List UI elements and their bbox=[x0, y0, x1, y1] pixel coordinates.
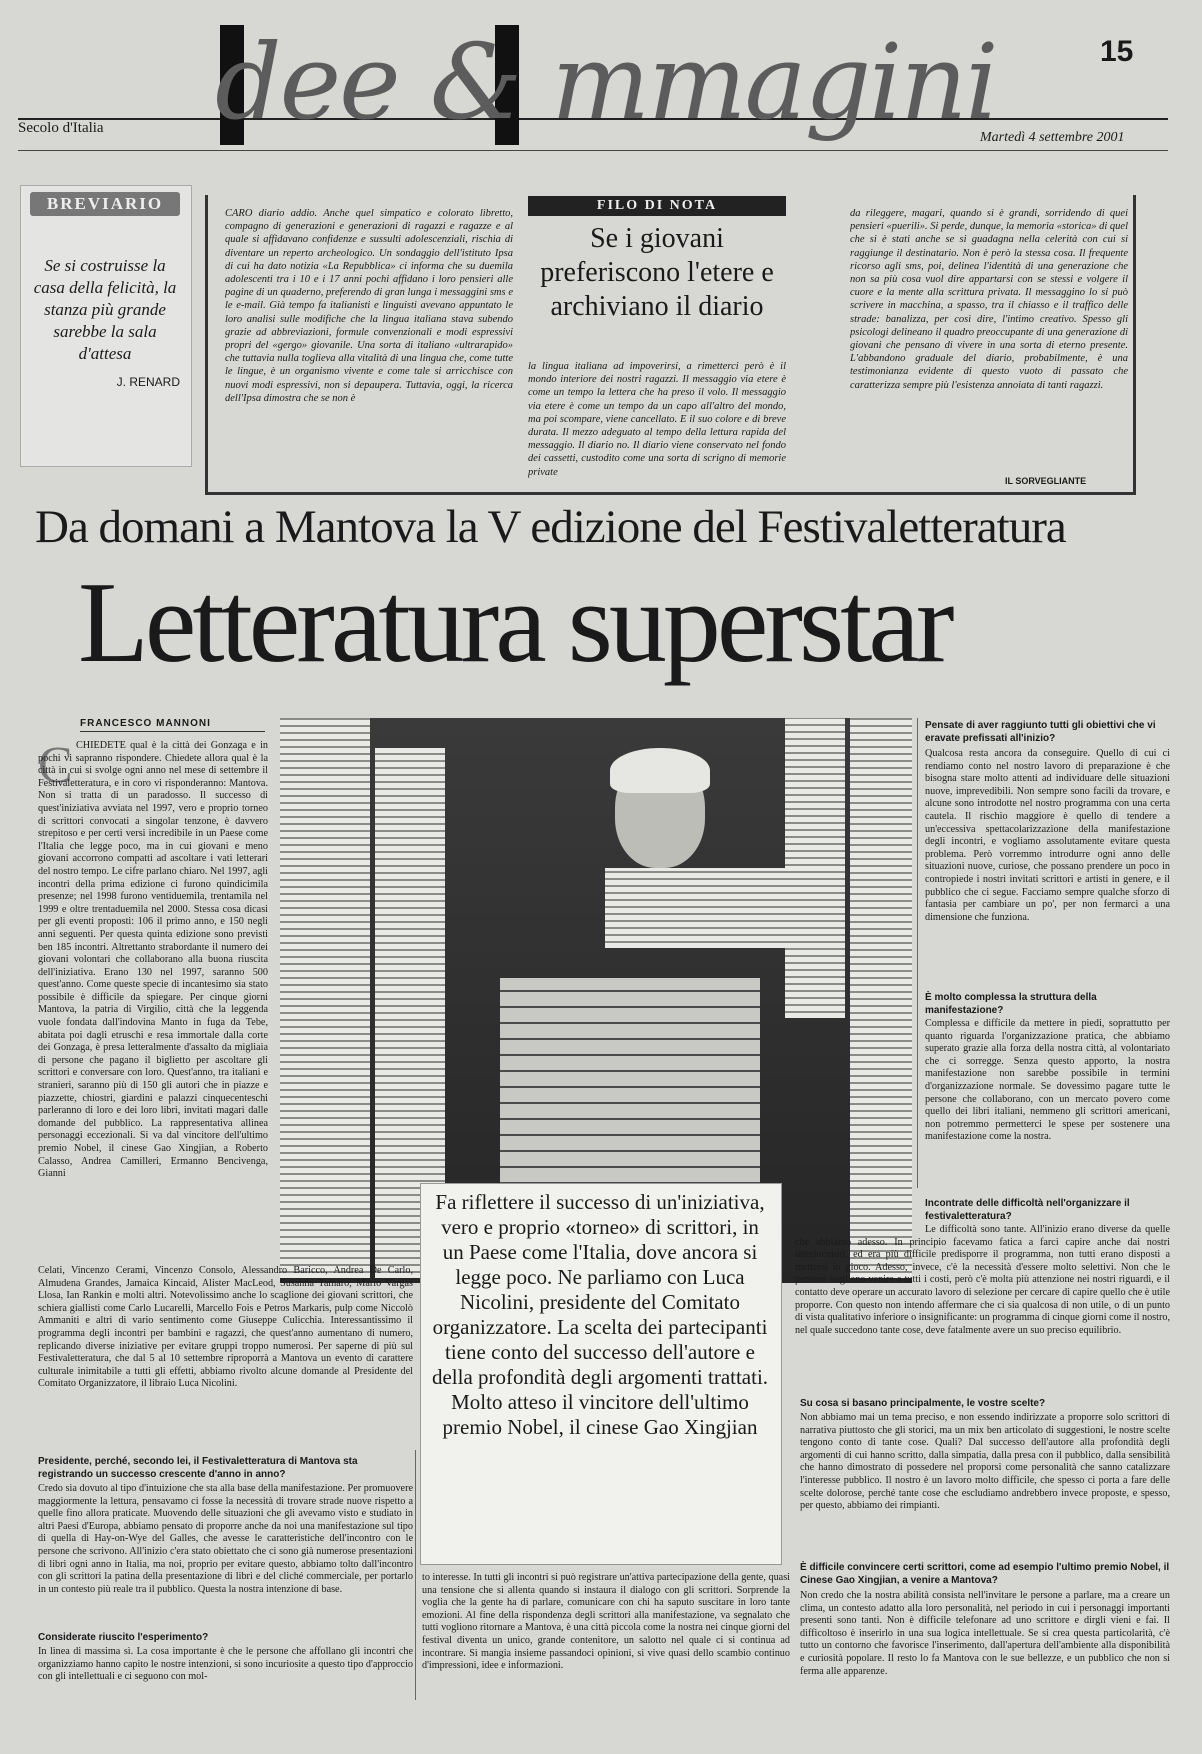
filo-column-1: CARO diario addio. Anche quel simpatico e colorato libretto, compagno di generazioni e generazioni di ragazzi e ragazze e al quale si affidavano confidenze e sussulti adolescenziali, rischia di diventare un reperto archeologico. Un sondaggio dell'istituto Ipsa di cui ha dato notizia «La Repubblica» ci informa che su duemila adolescenti tra i 10 e i 17 anni pochi affidano i loro pensieri alle pagine di un quaderno, preferendo di gran lunga i messaggini sms e le e-mail. Già tempo fa italianisti e linguisti avevano appuntato le loro analisi sulle modifiche che la lingua italiana stava subendo grazie ad abbreviazioni, formule convenzionali e modi espressivi propri del «gergo» giovanile. Una sorta di italiano «ultrarapido» che tuttavia nulla toglieva alla vitalità di una lingua che, come tutte le lingue, è un organismo vivente e come tale si arricchisce con nuovi modi espressivi, non si depaupera. Tuttavia, oggi, la ricerca dell'Ipsa dimostra che se non è bbox=[225, 208, 513, 404]
question-6: Su cosa si basano principalmente, le vostre scelte? bbox=[800, 1398, 1046, 1409]
column-rule bbox=[917, 718, 918, 1188]
byline-rule bbox=[80, 731, 265, 732]
filo-label: FILO DI NOTA bbox=[528, 196, 786, 216]
question-3: Pensate di aver raggiunto tutti gli obiettivi che vi eravate prefissati all'inizio? bbox=[925, 720, 1156, 744]
answer-2-continued: to interesse. In tutti gli incontri si può registrare un'attiva partecipazione della gente, quasi una tensione che si allenta quando si instaura il dialogo con gli scrittori. Sorprende la voglia che la gente ha di parlare, comunicare con chi ha saputo suscitare in loro tante emozioni. Al fine della rispondenza degli scrittori alla manifestazione, va segnalato che tutti vogliono ritornare a Mantova, è una città piccola come la nostra nei cinque giorni del festival diventa un unico, grande contenitore, un salotto nel quale ci si continua ad incontrare. Si mangia insieme passandoci opinioni, si vive quasi dello scambio continuo d'impressioni, idee e informazioni. bbox=[422, 1572, 790, 1672]
breviario-author: J. RENARD bbox=[116, 375, 180, 389]
person-hair bbox=[610, 748, 710, 793]
answer-4: Complessa e difficile da mettere in piedi, soprattutto per quanto riguarda l'organizzazione pratica, che abbiamo superato grazie alla forza della nostra città, al volontariato che ci sorregge. Senza questo apporto, la nostra manifestazione non sarebbe possibile in termini d'organizzazione normale. Se dovessimo pagare tutte le persone che collaborano, con un mercato povero come quello dei libri italiani, nemmeno gli scrittori americani, non potremmo permetterci le spese per sostenere una manifestazione come la nostra. bbox=[925, 1018, 1170, 1143]
article-intro-column: CHIEDETE qual è la città dei Gonzaga e in pochi vi sapranno rispondere. Chiedete allora qual è la città in cui si svolge ogni anno nel mese di settembre il Festivaletteratura, e in coro vi risponderanno: Mantova. Non si tratta di un paradosso. Il successo di quest'iniziativa avviata nel 1997, vero e proprio torneo di scrittori convocati a singolar tenzone, è davvero strepitoso e per certi versi incredibile in un Paese come l'Italia che legge poco, ma in cui giovani e meno giovani accorrono compatti ad ascoltare i vati letterari del nostro tempo. Le cifre parlano chiaro. Nel 1997, agli incontri della prima edizione ci furono quindicimila presenze; nel 1998 furono ventiduemila, trentamila nel 1999 e oltre trentaduemila nel 2000. Stessa cosa dicasi per gli eventi proposti: 106 il primo anno, e 150 negli anni seguenti. Per questa quinta edizione sono previsti ben 185 incontri. Altrettanto strabordante il numero dei giovani volontari che collaborano alla buona riuscita dell'iniziativa. Erano 130 nel 1997, saranno 500 quest'anno. Come queste specie di incantesimo sia stato possibile è difficile da spiegare. Per cinque giorni Mantova, la patria di Virgilio, città che la leggenda vuole fondata dall'indovina Manto in fuga da Tebe, abitata poi dagli etruschi e resa immortale dalla corte dei Gonzaga, è presa letteralmente d'assalto da migliaia di persone che pagano il biglietto per ascoltare gli scrittori e conversare con loro. Quest'anno, tra italiani e stranieri, saranno più di 150 gli autori che in piazze e piazzette, chiostri, giardini e palazzi cinquecenteschi parleranno di loro e dei loro libri, invitati magari dalle domande del pubblico. La rappresentativa allinea personaggi eccezionali. Si va dal vincitore dell'ultimo premio Nobel, il cinese Gao Xingjian, a Roberto Calasso, Andrea Camilleri, Ermanno Bencivenga, Gianni bbox=[38, 740, 268, 1180]
filo-column-2: la lingua italiana ad impoverirsi, a rimetterci però è il mondo interiore dei nostri ragazzi. Il messaggio via etere è come un tempo la lettera che ha preso il volo. Il messaggio via etere è come un tempo da un capo all'altro del mondo, ma poi scompare, viene cancellato. E il suo colore e di breve durata. Il mezzo adeguato al tempo della lettura rapida del messaggio. Il diario no. Il diario viene conservato nel fondo dei cassetti, custodito come una sorta di scrigno di memorie private bbox=[528, 361, 786, 478]
answer-1: Credo sia dovuto al tipo d'intuizione che sta alla base della manifestazione. Per promuovere maggiormente la lettura, pensavamo ci fosse la necessità di trovare strade nuove rispetto a quelle fino allora praticate. Muovendo delle situazioni che gli avevamo visto e studiato in altri Paesi d'Europa, abbiamo pensato di proporre anche da noi una manifestazione sul tipo di quella di Hay-on-Wye del Galles, che avesse le caratteristiche dell'incontro con le persone che scrivono. All'inizio c'era stato obiettato che ci sono già numerose presentazioni di libri ogni anno in Italia, ma noi, proprio per evitare questo, abbiamo tolto dall'incontro con gli scrittori la patina della presentazione di libri e del cliché commerciale, per portarlo in un contesto più reale tra il pubblico. Questa la nostra intenzione di base. bbox=[38, 1483, 413, 1595]
answer-5: Le difficoltà sono tante. All'inizio erano diverse da quelle che abbiamo adesso. In principio facevamo fatica a farci capire anche dai nostri interlocutori, ed era più difficile predisporre il programma, non tutti erano disposti a mettersi in gioco. Adesso, invece, c'è la necessità d'essere molto selettivi. Non che le persone vogliano venire a tutti i costi, però c'è molta più attenzione nei nostri riguardi, e il contatto deve operare un accurato lavoro di selezione per cercare di capire quello che è utile proporre. Con questo non intendo affermare che ci sia qualcosa di non utile, o di un punto di vista qualitativo inferiore o insignificante: un programma di cinque giorni come il nostro, nel quale succedono tante cose, deve fatalmente avere un suo preciso equilibrio. bbox=[795, 1224, 1170, 1336]
answer-3: Qualcosa resta ancora da conseguire. Quello di cui ci rendiamo conto nel nostro lavoro di preparazione è che bisogna stare molto attenti ad individuare delle situazioni nuove, imprevedibili. Non sempre sono facili da trovare, e alcune sono introdotte nel nostro programma con una certa cautela. Il rischio maggiore è quello di tendere a un'eccessiva spettacolarizzazione della manifestazione degli incontri, e vogliamo assolutamente evitare questa problema. Però vorremmo introdurre ogni anno delle situazioni nuove, curiose, che possano prendere un poco in contropiede i nostri invitati scrittori e artisti in genere, e il pubblico che ci segue. Facciamo sempre qualche sforzo di fantasia per cambiare un po', per non fermarci a una dimensione che funziona. bbox=[925, 748, 1170, 923]
breviario-title: BREVIARIO bbox=[30, 192, 180, 216]
answer-6: Non abbiamo mai un tema preciso, e non essendo indirizzate a proporre solo scrittori di narrativa piuttosto che gli storici, ma un mix ben articolato di suggestioni, le nostre scelte tengono conto di tante cose. Quali? Dal successo dell'autore alla profondità degli argomenti di cui hanno scritto, dalla simpatia, dalla presa con il pubblico, dalla sensibilità che hanno dimostrato di possedere nel proporsi come personalità che sanno catalizzare l'interesse pubblico. Il nostro è un lavoro molto difficile, che spesso ci porta a fare delle scelte dolorose, perché tante cose che escludiamo andrebbero invece proposte, e spesso, per questo, abbiamo dei rimpianti. bbox=[800, 1412, 1170, 1512]
question-5: Incontrate delle difficoltà nell'organizzare il festivaletteratura? bbox=[925, 1198, 1130, 1222]
header-rule-lower bbox=[18, 150, 1168, 151]
book-stack bbox=[785, 718, 845, 1018]
article-headline: Letteratura superstar bbox=[78, 559, 951, 687]
page-number: 15 bbox=[1100, 35, 1134, 68]
filo-bottom-rule bbox=[205, 492, 1136, 495]
question-1: Presidente, perché, secondo lei, il Festivaletteratura di Mantova sta registrando un successo crescente d'anno in anno? bbox=[38, 1456, 358, 1480]
question-4: È molto complessa la struttura della manifestazione? bbox=[925, 992, 1097, 1016]
filo-signature: IL SORVEGLIANTE bbox=[1005, 476, 1087, 486]
book-stack-held bbox=[605, 868, 785, 948]
answer-7: Non credo che la nostra abilità consista nell'invitare le persone a parlare, ma a creare un clima, un contesto adatto alla loro personalità, nel periodo in cui i personaggi importanti presenti sono tanti. Non è difficile telefonare ad uno scrittore e dirgli vieni e fai. Il difficoltoso è inserirlo in una sua logica intellettuale. Se si crea questa particolarità, c'è tutto un contorno che favorisce l'inserimento, dall'apertura dell'ambiente alla disponibilità e curiosità popolare. Il resto lo fa Mantova con le sue bellezze, e un pubblico che non si ferma alle apparenze. bbox=[800, 1590, 1170, 1677]
filo-headline: Se i giovani preferiscono l'etere e archiviano il diario bbox=[540, 223, 774, 322]
article-byline: FRANCESCO MANNONI bbox=[80, 718, 211, 729]
article-intro-continued: Celati, Vincenzo Cerami, Vincenzo Consolo, Alessandro Baricco, Andrea De Carlo, Almudena Grandes, Jamaica Kincaid, Alister MacLeod, Susanna Tamaro, Mario Vargas Llosa, Ian Rankin e molti altri. Notevolissimo anche lo scaglione dei giovani scrittori, che schiera giallisti come Carlo Lucarelli, Marcello Fois e Petros Markaris, pulp come Niccolò Ammaniti e altri di vario sentimento come Giuseppe Culicchia. Interessantissimo il programma degli incontri per bambini e ragazzi, che quest'anno aumentano di numero, replicando diverse iniziative per evitare gruppi troppo numerosi. Per saperne di più sul Festivaletteratura, che dal 5 al 10 settembre riproporrà a Mantova un evento di carattere culturale inimitabile a tutti gli effetti, abbiamo rivolto alcune domande al Presidente del Comitato Organizzatore, il libraio Luca Nicolini. bbox=[38, 1265, 413, 1390]
question-2: Considerate riuscito l'esperimento? bbox=[38, 1632, 209, 1643]
section-masthead: dee & mmagini bbox=[215, 21, 997, 143]
breviario-quote: Se si costruisse la casa della felicità, la stanza più grande sarebbe la sala d'attesa bbox=[33, 256, 177, 363]
paper-name: Secolo d'Italia bbox=[18, 120, 104, 136]
column-rule bbox=[415, 1450, 416, 1700]
answer-2: In linea di massima sì. La cosa importante è che le persone che affollano gli incontri che organizziamo hanno capito le nostre intenzioni, si sono incuriosite a questo tipo d'approccio con gli intellettuali e ci seguono con mol- bbox=[38, 1646, 413, 1683]
drop-cap: C bbox=[38, 737, 73, 794]
book-stack bbox=[850, 718, 912, 1278]
question-7: È difficile convincere certi scrittori, come ad esempio l'ultimo premio Nobel, il Cinese Gao Xingjian, a venire a Mantova? bbox=[800, 1562, 1170, 1586]
book-stack bbox=[280, 718, 370, 1278]
issue-date: Martedì 4 settembre 2001 bbox=[980, 130, 1125, 145]
filo-column-3: da rileggere, magari, quando si è grandi, sorridendo di quei pensieri «puerili». Si perde, dunque, la memoria «storica» di quel che si è stati anche se si guadagna nella celerità con cui si raggiunge il destinatario. Non è però la stessa cosa. Il frequente ricorso agli sms, poi, delinea l'identità di una generazione che non sa più cosa vuol dire appartarsi con se stessi e volgere il cuore e la mente alla scrittura privata. Il messaggino lo si può scrivere in macchina, a spasso, tra il chiasso e il traffico delle strade: banalizza, per così dire, l'intimo creativo. Spesso gli psicologi delineano il quadro preoccupante di una generazione di giovani che pensano di vivere in una sorta di eterno presente. L'abbandono graduale del diario, probabilmente, è una testimonianza evidente di questo vuoto di passato che caratterizza sempre più l'esistenza annoiata di tanti ragazzi. bbox=[850, 208, 1128, 391]
article-kicker: Da domani a Mantova la V edizione del Festivaletteratura bbox=[35, 501, 1066, 553]
pull-quote: Fa riflettere il successo di un'iniziativa, vero e proprio «torneo» di scrittori, in un Paese come l'Italia, dove ancora si legge poco. Ne parliamo con Luca Nicolini, presidente del Comitato organizzatore. La scelta dei partecipanti tiene conto del successo dell'autore e della profondità degli argomenti trattati. Molto atteso il vincitore dell'ultimo premio Nobel, il cinese Gao Xingjian bbox=[431, 1190, 769, 1439]
